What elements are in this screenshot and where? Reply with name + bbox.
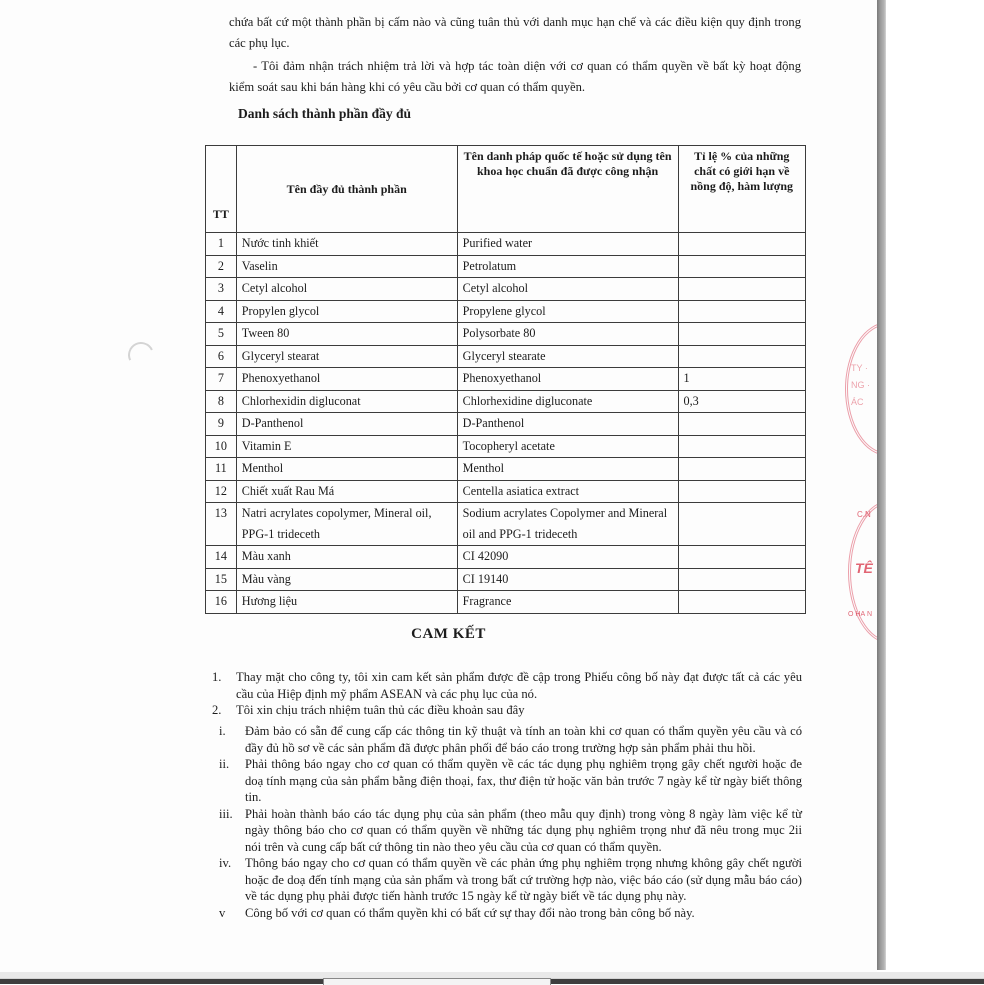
table-row <box>206 413 806 436</box>
cell-tt: 13 <box>206 503 237 546</box>
table-row <box>206 503 806 546</box>
item-number: i. <box>219 724 226 738</box>
table-row <box>206 255 806 278</box>
cell-tt: 5 <box>206 323 237 346</box>
table-row <box>206 300 806 323</box>
cell-full-name: Vaselin <box>236 255 457 278</box>
table-row <box>206 480 806 503</box>
item-number: v <box>219 905 226 920</box>
cell-full-name: Tween 80 <box>236 323 457 346</box>
item-number: 1. <box>212 670 222 684</box>
cell-inci-name: Polysorbate 80 <box>457 323 678 346</box>
seal-lower-small-text: C.N <box>857 510 871 519</box>
item-text: Công bố với cơ quan có thẩm quyền khi có bất cứ sự thay đổi nào trong bản công bố này. <box>245 905 695 920</box>
cell-percent <box>678 233 805 256</box>
commitment-item <box>219 855 802 905</box>
table-header-row <box>206 146 806 233</box>
cell-inci-name: Tocopheryl acetate <box>457 435 678 458</box>
cell-tt: 2 <box>206 255 237 278</box>
item-text: Thông báo ngay cho cơ quan có thẩm quyền về các phản ứng phụ nghiêm trọng nhưng không gây chết người hoặc đe doạ đến tính mạng của sản phẩm và trong bất cứ trường hợp nào, việc báo cáo (sử dụng mẫu báo cáo) về tác dụng phụ phải được tiến hành trước 15 ngày kể từ ngày biết về tác dụng phụ này. <box>245 856 802 903</box>
commitment-item <box>219 723 802 756</box>
cell-percent: 0,3 <box>678 390 805 413</box>
commitment-item <box>219 756 802 806</box>
cell-inci-name: Propylene glycol <box>457 300 678 323</box>
cell-tt: 12 <box>206 480 237 503</box>
cell-inci-name: Purified water <box>457 233 678 256</box>
cell-inci-name: CI 19140 <box>457 568 678 591</box>
commitment-item <box>212 702 802 719</box>
cell-full-name: Hương liệu <box>236 591 457 614</box>
cell-percent <box>678 503 805 546</box>
cell-tt: 1 <box>206 233 237 256</box>
cell-tt: 7 <box>206 368 237 391</box>
cell-percent <box>678 435 805 458</box>
commitment-item <box>219 905 802 922</box>
cell-tt: 8 <box>206 390 237 413</box>
binder-hole-mark <box>124 338 157 371</box>
item-text: Phải thông báo ngay cho cơ quan có thẩm quyền về các tác dụng phụ nghiêm trọng gây chết người hoặc đe doạ tính mạng của sản phẩm bằng điện thoại, fax, thư điện tử hoặc văn bản trước 7 ngày kể từ ngày biết thông tin. <box>245 757 802 804</box>
item-number: 2. <box>212 703 222 717</box>
cell-percent: 1 <box>678 368 805 391</box>
cell-inci-name: Petrolatum <box>457 255 678 278</box>
item-text: Đảm bảo có sẵn để cung cấp các thông tin kỹ thuật và tính an toàn khi cơ quan có thẩm quyền yêu cầu và có đầy đủ hồ sơ về các sản phẩm đã được phân phối để báo cáo trong trường hợp sản phẩm phải thu hồi. <box>245 724 802 755</box>
commitment-item <box>219 806 802 856</box>
item-number: ii. <box>219 757 230 771</box>
cell-tt: 14 <box>206 546 237 569</box>
cell-percent <box>678 345 805 368</box>
cell-tt: 6 <box>206 345 237 368</box>
cell-percent <box>678 278 805 301</box>
cell-full-name: Propylen glycol <box>236 300 457 323</box>
table-row <box>206 233 806 256</box>
cell-inci-name: CI 42090 <box>457 546 678 569</box>
cell-percent <box>678 413 805 436</box>
item-text: Thay mặt cho công ty, tôi xin cam kết sản phẩm được đề cập trong Phiếu công bố này đạt được tất cả các yêu cầu của Hiệp định mỹ phẩm ASEAN và các phụ lục của nó. <box>236 670 802 701</box>
cell-tt: 16 <box>206 591 237 614</box>
commitment-item <box>212 669 802 702</box>
cell-tt: 4 <box>206 300 237 323</box>
cell-percent <box>678 458 805 481</box>
header-tt: TT <box>206 146 237 233</box>
cell-percent <box>678 480 805 503</box>
cell-tt: 10 <box>206 435 237 458</box>
table-row <box>206 368 806 391</box>
commitment-list <box>212 669 802 719</box>
cell-full-name: Glyceryl stearat <box>236 345 457 368</box>
cell-inci-name: Fragrance <box>457 591 678 614</box>
cell-tt: 11 <box>206 458 237 481</box>
cell-tt: 15 <box>206 568 237 591</box>
header-inci-name: Tên danh pháp quốc tế hoặc sử dụng tên khoa học chuẩn đã được công nhận <box>457 146 678 233</box>
commitment-title: CAM KẾT <box>411 626 486 642</box>
table-row <box>206 435 806 458</box>
cell-percent <box>678 568 805 591</box>
cell-inci-name: Cetyl alcohol <box>457 278 678 301</box>
cell-inci-name: Glyceryl stearate <box>457 345 678 368</box>
item-number: iii. <box>219 806 233 821</box>
page-edge <box>877 0 886 970</box>
ingredient-table <box>205 145 806 614</box>
cell-percent <box>678 323 805 346</box>
cell-full-name: D-Panthenol <box>236 413 457 436</box>
cell-full-name: Màu vàng <box>236 568 457 591</box>
cell-full-name: Menthol <box>236 458 457 481</box>
cell-tt: 9 <box>206 413 237 436</box>
cell-full-name: Cetyl alcohol <box>236 278 457 301</box>
cell-full-name: Vitamin E <box>236 435 457 458</box>
cell-inci-name: D-Panthenol <box>457 413 678 436</box>
cell-inci-name: Phenoxyethanol <box>457 368 678 391</box>
intro-paragraph-1: chứa bất cứ một thành phần bị cấm nào và cũng tuân thủ với danh mục hạn chế và các điều kiện quy định trong các phụ lục. <box>229 15 801 50</box>
item-number: iv. <box>219 856 232 870</box>
cell-percent <box>678 300 805 323</box>
cell-percent <box>678 591 805 614</box>
seal-upper-text: TY · NG · ÁC <box>851 363 870 407</box>
table-row <box>206 278 806 301</box>
cell-full-name: Màu xanh <box>236 546 457 569</box>
header-full-name: Tên đầy đủ thành phần <box>236 146 457 233</box>
table-row <box>206 546 806 569</box>
cell-full-name: Phenoxyethanol <box>236 368 457 391</box>
table-row <box>206 568 806 591</box>
item-text: Phải hoàn thành báo cáo tác dụng phụ của sản phẩm (theo mẫu quy định) trong vòng 8 ngày làm việc kể từ ngày thông báo cho cơ quan có thẩm quyền về những tác dụng phụ nghiêm trọng như đã nêu trong mục 2ii nói trên và cung cấp bất cứ thông tin nào theo yêu cầu của cơ quan có thẩm quyền. <box>245 806 802 854</box>
seal-lower-bottom-text: Ô HÀ N <box>848 611 873 618</box>
table-row <box>206 323 806 346</box>
table-row <box>206 591 806 614</box>
table-row <box>206 345 806 368</box>
cell-inci-name: Sodium acrylates Copolymer and Mineral oil and PPG-1 trideceth <box>457 503 678 546</box>
cell-inci-name: Chlorhexidine digluconate <box>457 390 678 413</box>
cell-full-name: Chiết xuất Rau Má <box>236 480 457 503</box>
table-row <box>206 390 806 413</box>
seal-lower-bold-text: TÊ <box>855 560 873 576</box>
right-margin <box>886 0 984 984</box>
cell-percent <box>678 255 805 278</box>
cell-full-name: Natri acrylates copolymer, Mineral oil, PPG-1 trideceth <box>236 503 457 546</box>
cell-inci-name: Centella asiatica extract <box>457 480 678 503</box>
cell-full-name: Chlorhexidin digluconat <box>236 390 457 413</box>
commitment-sub-list <box>219 723 802 921</box>
cell-tt: 3 <box>206 278 237 301</box>
cell-inci-name: Menthol <box>457 458 678 481</box>
intro-paragraph-2: - Tôi đảm nhận trách nhiệm trả lời và hợp tác toàn diện với cơ quan có thẩm quyền về bất kỳ hoạt động kiểm soát sau khi bán hàng khi có yêu cầu bởi cơ quan có thẩm quyền. <box>229 59 801 94</box>
cell-percent <box>678 546 805 569</box>
item-text: Tôi xin chịu trách nhiệm tuân thủ các điều khoản sau đây <box>236 703 525 717</box>
cell-full-name: Nước tinh khiết <box>236 233 457 256</box>
ingredient-list-title: Danh sách thành phần đầy đủ <box>238 106 411 121</box>
table-row <box>206 458 806 481</box>
header-percent: Tỉ lệ % của những chất có giới hạn về nồng độ, hàm lượng <box>678 146 805 233</box>
